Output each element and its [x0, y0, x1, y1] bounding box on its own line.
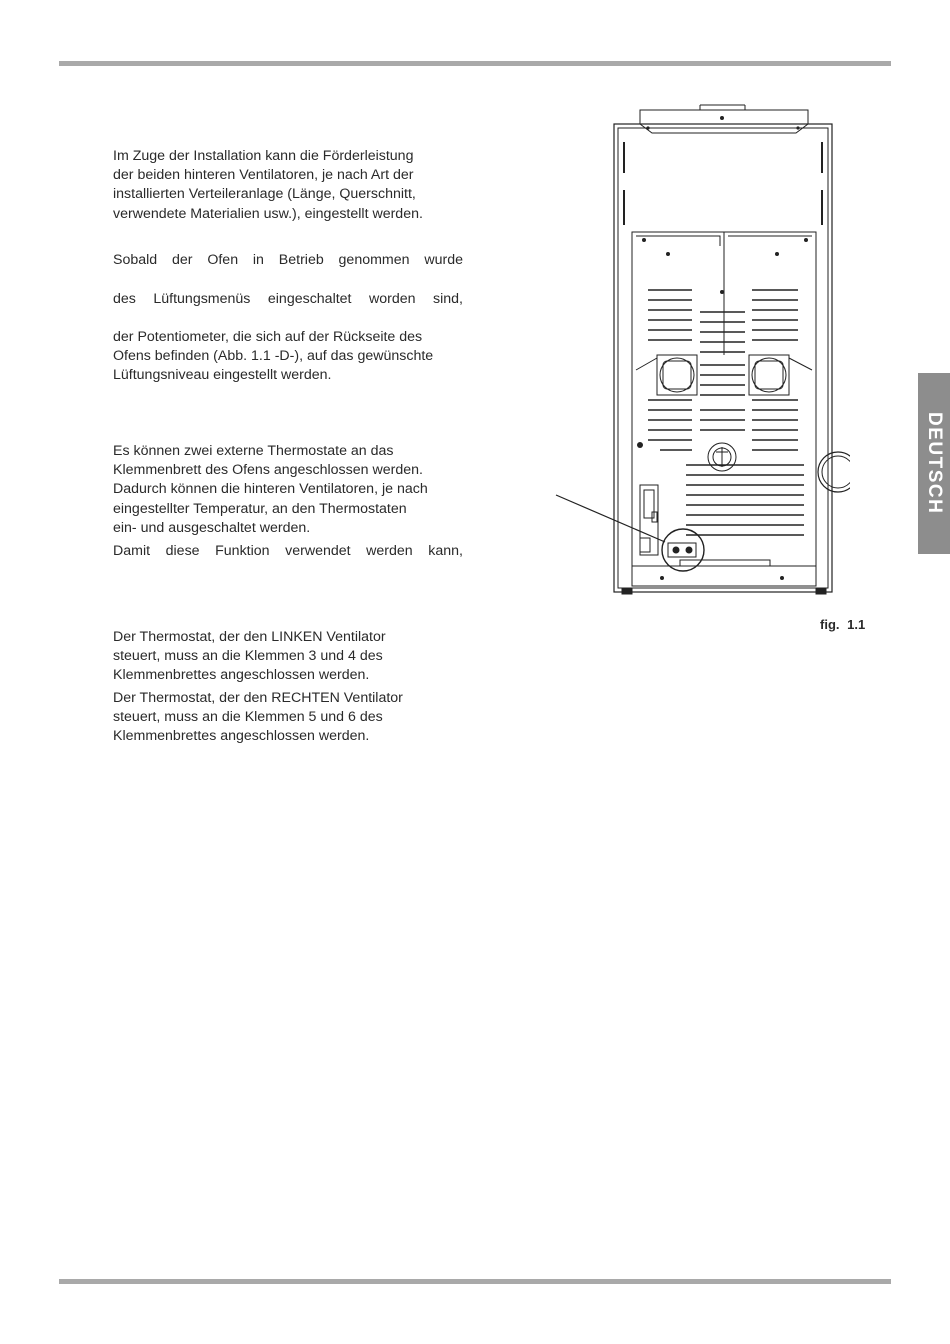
paragraph-potentiometer — [113, 328, 463, 386]
paragraph-text: steuert, muss an die Klemmen 3 und 4 des — [113, 648, 383, 665]
paragraph-left-thermostat — [113, 628, 463, 686]
paragraph-text: Klemmenbrett des Ofens angeschlossen werden. — [113, 462, 423, 479]
bottom-rule — [59, 1279, 891, 1284]
paragraph-text: der beiden hinteren Ventilatoren, je nach Art der — [113, 167, 414, 184]
paragraph-text: der Potentiometer, die sich auf der Rückseite des — [113, 329, 423, 345]
paragraph-text: Sobald der Ofen in Betrieb genommen wurde — [113, 252, 463, 268]
paragraph-commissioning — [113, 251, 463, 270]
paragraph-text: Damit diese Funktion verwendet werden kann, — [113, 543, 463, 559]
paragraph-fan-capacity — [113, 147, 463, 224]
language-tab — [918, 373, 950, 554]
paragraph-text: Klemmenbrettes angeschlossen werden. — [113, 667, 370, 684]
stove-rear-drawing — [550, 100, 850, 600]
paragraph-text: Dadurch können die hinteren Ventilatoren, je nach — [113, 481, 428, 498]
paragraph-text: Im Zuge der Installation kann die Förderleistung — [113, 148, 414, 164]
paragraph-text: Der Thermostat, der den LINKEN Ventilator — [113, 629, 386, 645]
figure-caption: fig. 1.1 — [820, 617, 866, 632]
paragraph-text: Lüftungsniveau eingestellt werden. — [113, 367, 332, 384]
paragraph-text: eingestellter Temperatur, an den Thermostaten — [113, 500, 407, 517]
language-tab-label: DEUTSCH — [924, 412, 945, 515]
paragraph-text: ein- und ausgeschaltet werden. — [113, 519, 311, 536]
paragraph-text: verwendete Materialien usw.), eingestellt werden. — [113, 205, 423, 222]
paragraph-text: installierten Verteileranlage (Länge, Querschnitt, — [113, 186, 416, 203]
top-rule — [59, 61, 891, 66]
paragraph-external-thermostats — [113, 442, 463, 538]
paragraph-right-thermostat — [113, 689, 463, 747]
paragraph-text: Der Thermostat, der den RECHTEN Ventilator — [113, 690, 403, 706]
paragraph-function-usage — [113, 542, 463, 561]
paragraph-text: steuert, muss an die Klemmen 5 und 6 des — [113, 709, 383, 726]
paragraph-text: Klemmenbrettes angeschlossen werden. — [113, 728, 370, 745]
paragraph-ventilation-menu — [113, 290, 463, 309]
paragraph-text: Es können zwei externe Thermostate an das — [113, 443, 394, 459]
paragraph-text: Ofens befinden (Abb. 1.1 -D-), auf das gewünschte — [113, 348, 434, 365]
paragraph-text: des Lüftungsmenüs eingeschaltet worden sind, — [113, 291, 463, 307]
